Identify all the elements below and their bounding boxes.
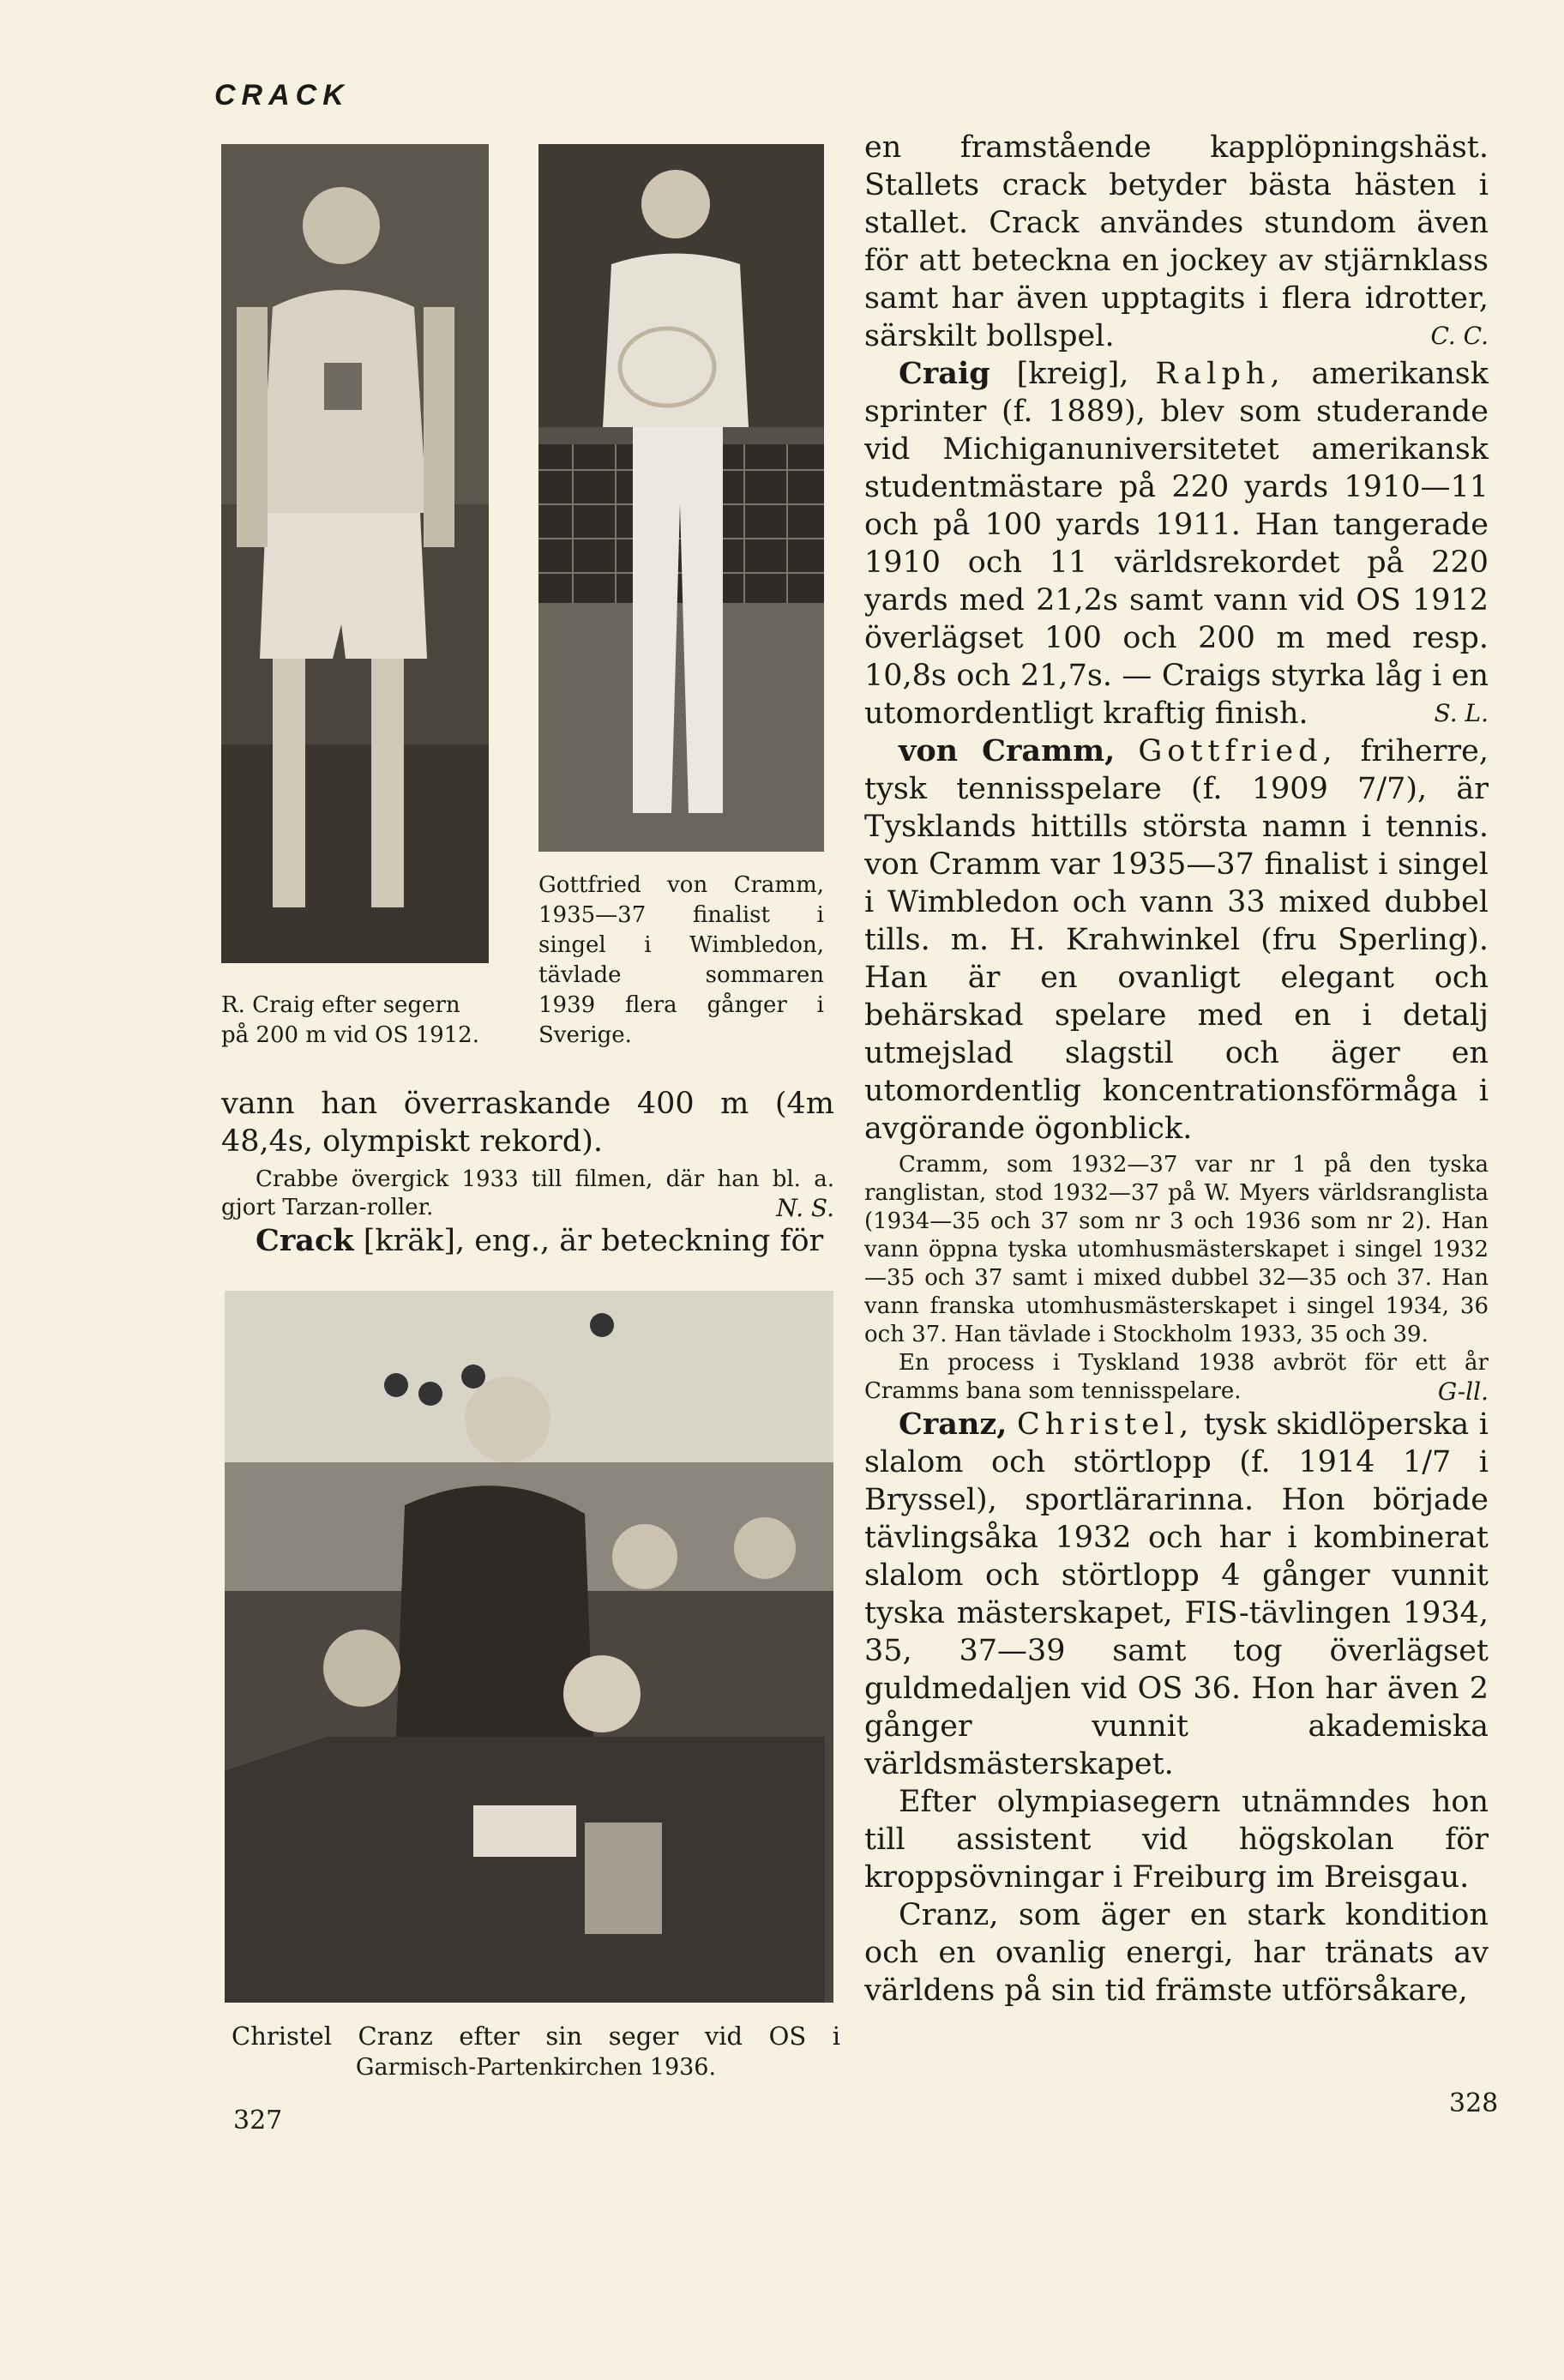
- cramm-note-1: Cramm, som 1932—37 var nr 1 på den tyska ranglistan, stod 1932—37 på W. Myers världsranglista (1934—35 och 37 som nr 3 och 1936 som nr 2). Han vann öppna tyska utomhusmästerskapet i singel 1932—35 och 37 samt i mixed dubbel 32—35 och 37. Han vann franska utomhusmästerskapet i singel 1934, 36 och 37. Han tävlade i Stockholm 1933, 35 och 39.: [864, 1152, 1489, 1347]
- craig-signature: S. L.: [1434, 699, 1489, 727]
- cranz-entry: [864, 1406, 1489, 1783]
- running-head: CRACK: [214, 79, 350, 111]
- cramm-text: friherre, tysk tennisspelare (f. 1909 7/7), är Tysklands hittills största namn i tennis. von Cramm var 1935—37 finalist i singel i Wimbledon och vann 33 mixed dubbel tills. m. H. Krahwinkel (fru Sperling). Han är en ovanligt elegant och behärskad spelare med en i detalj utmejslad slagstil och äger en utomordentlig koncentrationsförmåga i avgörande ögonblick.: [864, 734, 1489, 1146]
- craig-headword: Craig: [899, 356, 990, 391]
- crack-continuation-text: en framstående kapplöpningshäst. Stallets crack betyder bästa hästen i stallet. Crack användes stundom även för att beteckna en jockey av stjärnklass samt har även upptagits i flera idrotter, särskilt bollspel.: [864, 130, 1489, 353]
- cranz-headword: Cranz,: [899, 1407, 1008, 1442]
- cramm-note-2: [864, 1349, 1489, 1406]
- caption-cramm-line4: tävlade sommaren: [538, 962, 824, 988]
- craig-text: amerikansk sprinter (f. 1889), blev som studerande vid Michiganuniversitetet amerikansk studentmästare på 220 yards 1910—11 och på 100 yards 1911. Han tangerade 1910 och 11 världsrekordet på 220 yards med 21,2s samt vann vid OS 1912 överlägset 100 och 200 m med resp. 10,8s och 21,7s. — Craigs styrka låg i en utomordentligt kraftig finish.: [864, 357, 1489, 731]
- cramm-note-2-text: En process i Tyskland 1938 avbröt för ett år Cramms bana som tennisspelare.: [864, 1350, 1489, 1404]
- cramm-entry: [864, 732, 1489, 1148]
- cranz-name: Christel,: [1017, 1407, 1194, 1442]
- page-number-left: 327: [233, 2106, 283, 2136]
- caption-cramm-line5: 1939 flera gånger i: [538, 992, 824, 1018]
- left-column-text: [221, 1085, 834, 1260]
- cramm-signature: G-ll.: [1437, 1377, 1489, 1406]
- cramm-headword: von Cramm,: [899, 733, 1116, 768]
- craig-pronunciation: [kreig],: [1016, 357, 1129, 391]
- caption-cramm-line3: singel i Wimbledon,: [538, 932, 824, 958]
- crabbe-continuation: vann han överraskande 400 m (4m 48,4s, olympiskt rekord).: [221, 1087, 834, 1159]
- page-number-right: 328: [1449, 2088, 1499, 2118]
- photo-cranz: [225, 1291, 833, 2003]
- caption-craig: [221, 991, 513, 1051]
- crack-continuation: [864, 129, 1489, 355]
- caption-craig-line2: på 200 m vid OS 1912.: [221, 1022, 479, 1048]
- photo-cramm: [538, 144, 824, 852]
- cranz-text: tysk skidlöperska i slalom och störtlopp (f. 1914 1/7 i Bryssel), sportlärarinna. Hon började tävlingsåka 1932 och har i kombinerat slalom och störtlopp 4 gånger vunnit tyska mästerskapet, FIS-tävlingen 1934, 35, 37—39 samt tog överlägset guldmedaljen vid OS 36. Hon har även 2 gånger vunnit akademiska världsmästerskapet.: [864, 1407, 1489, 1781]
- crack-text: [kräk], eng., är beteckning för: [363, 1224, 824, 1258]
- photo-craig: [221, 144, 489, 963]
- crack-entry-start: [221, 1222, 834, 1260]
- caption-cramm: [538, 871, 824, 1051]
- craig-entry: [864, 355, 1489, 732]
- crack-signature: C. C.: [1430, 322, 1489, 350]
- caption-cranz: [232, 2020, 840, 2083]
- right-column-text: [864, 129, 1489, 2009]
- caption-cramm-line2: 1935—37 finalist i: [538, 902, 824, 928]
- caption-cramm-line6: Sverige.: [538, 1022, 632, 1048]
- cranz-paragraph-3: Cranz, som äger en stark kondition och en ovanlig energi, har tränats av världens på sin tid främste utförsåkare,: [864, 1898, 1489, 2008]
- craig-name: Ralph,: [1155, 357, 1285, 391]
- caption-craig-line1: R. Craig efter segern: [221, 992, 460, 1018]
- crack-headword: Crack: [256, 1223, 354, 1258]
- caption-cranz-line2: Garmisch-Partenkirchen 1936.: [355, 2054, 717, 2081]
- caption-cramm-line1: Gottfried von Cramm,: [538, 872, 824, 898]
- caption-cranz-line1: Christel Cranz efter sin seger vid OS i: [232, 2021, 840, 2051]
- crabbe-note: [221, 1166, 834, 1222]
- crabbe-note-text: Crabbe övergick 1933 till filmen, där han bl. a. gjort Tarzan-roller.: [221, 1166, 834, 1220]
- crabbe-signature: N. S.: [776, 1194, 834, 1222]
- cramm-name: Gottfried,: [1138, 734, 1338, 768]
- cranz-paragraph-2: Efter olympiasegern utnämndes hon till assistent vid högskolan för kroppsövningar i Freiburg im Breisgau.: [864, 1785, 1489, 1895]
